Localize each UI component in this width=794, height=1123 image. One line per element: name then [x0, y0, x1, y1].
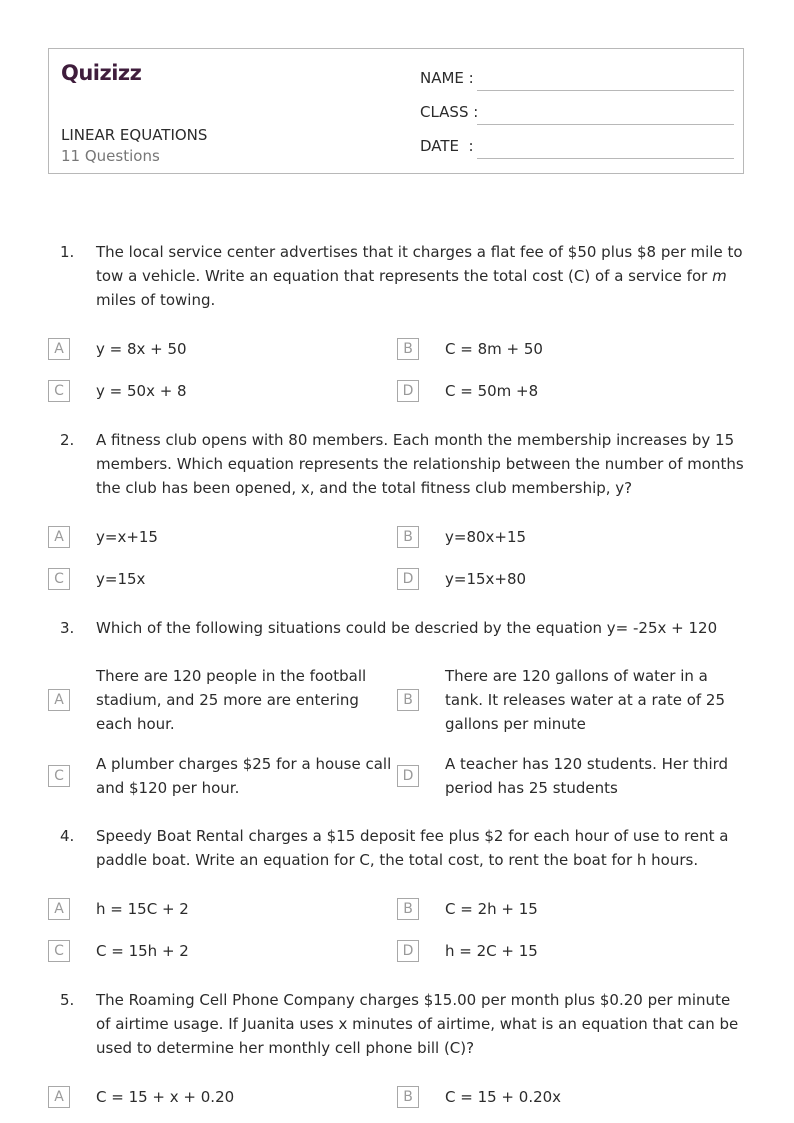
class-line[interactable]: [477, 124, 734, 125]
option-a-box[interactable]: A: [48, 338, 70, 360]
question-text: Speedy Boat Rental charges a $15 deposit fee plus $2 for each hour of use to rent a paddle boat. Write an equation for C, the total cost, to rent the boat for h hours.: [96, 827, 729, 869]
name-field[interactable]: [420, 65, 734, 91]
quizizz-logo: Quizizz: [61, 61, 142, 85]
option-b-text: C = 2h + 15: [445, 900, 538, 918]
class-label: CLASS :: [420, 103, 479, 121]
question-number: 4.: [60, 827, 75, 845]
option-b-box[interactable]: B: [397, 526, 419, 548]
question-text: Which of the following situations could be descried by the equation y= -25x + 120: [96, 619, 718, 637]
option-d-box[interactable]: D: [397, 380, 419, 402]
option-c-text: y = 50x + 8: [96, 382, 187, 400]
worksheet-header: [48, 48, 744, 174]
name-line[interactable]: [477, 90, 734, 91]
option-a-box[interactable]: A: [48, 689, 70, 711]
class-field[interactable]: [420, 99, 734, 125]
option-c-text: C = 15h + 2: [96, 942, 189, 960]
question-number: 3.: [60, 619, 75, 637]
question-number: 5.: [60, 991, 75, 1009]
option-d-box[interactable]: D: [397, 940, 419, 962]
option-b-box[interactable]: B: [397, 898, 419, 920]
date-field[interactable]: [420, 133, 734, 159]
option-c-box[interactable]: C: [48, 568, 70, 590]
option-b-text: There are 120 gallons of water in a tank. It releases water at a rate of 25 gallons per minute: [445, 667, 726, 733]
question-text: The Roaming Cell Phone Company charges $15.00 per month plus $0.20 per minute of airtime usage. If Juanita uses x minutes of airtime, what is an equation that can be used to determine her monthly cell phone bill (C)?: [96, 991, 739, 1057]
option-c-box[interactable]: C: [48, 380, 70, 402]
option-c-text: A plumber charges $25 for a house call and $120 per hour.: [96, 755, 392, 797]
option-c-text: y=15x: [96, 570, 146, 588]
option-a-text: There are 120 people in the football stadium, and 25 more are entering each hour.: [96, 667, 367, 733]
question-number: 1.: [60, 243, 75, 261]
option-c-box[interactable]: C: [48, 940, 70, 962]
question-count: 11 Questions: [61, 147, 160, 165]
option-b-box[interactable]: B: [397, 689, 419, 711]
option-a-text: h = 15C + 2: [96, 900, 189, 918]
name-label: NAME :: [420, 69, 474, 87]
option-a-box[interactable]: A: [48, 1086, 70, 1108]
question-text-variable: m: [712, 267, 727, 285]
option-d-box[interactable]: D: [397, 765, 419, 787]
option-d-text: h = 2C + 15: [445, 942, 538, 960]
option-a-text: y = 8x + 50: [96, 340, 187, 358]
option-b-text: C = 8m + 50: [445, 340, 543, 358]
question-text: [96, 240, 748, 312]
question-number: 2.: [60, 431, 75, 449]
question-text-part: The local service center advertises that it charges a flat fee of $50 plus $8 per mile to tow a vehicle. Write an equation that represents the total cost (C) of a service for: [96, 243, 743, 285]
option-a-text: y=x+15: [96, 528, 158, 546]
option-b-box[interactable]: B: [397, 1086, 419, 1108]
option-a-box[interactable]: A: [48, 898, 70, 920]
option-b-text: C = 15 + 0.20x: [445, 1088, 562, 1106]
option-d-box[interactable]: D: [397, 568, 419, 590]
option-d-text: C = 50m +8: [445, 382, 539, 400]
option-d-text: A teacher has 120 students. Her third period has 25 students: [445, 755, 729, 797]
date-line[interactable]: [477, 158, 734, 159]
option-a-box[interactable]: A: [48, 526, 70, 548]
date-label: DATE :: [420, 137, 474, 155]
option-b-box[interactable]: B: [397, 338, 419, 360]
option-c-box[interactable]: C: [48, 765, 70, 787]
option-a-text: C = 15 + x + 0.20: [96, 1088, 235, 1106]
option-b-text: y=80x+15: [445, 528, 527, 546]
option-d-text: y=15x+80: [445, 570, 527, 588]
question-text: A fitness club opens with 80 members. Each month the membership increases by 15 members. Which equation represents the relationship between the number of months the club has been opened, x, and the total fitness club membership, y?: [96, 431, 744, 497]
question-text-part: miles of towing.: [96, 291, 216, 309]
worksheet-title: LINEAR EQUATIONS: [61, 126, 208, 144]
